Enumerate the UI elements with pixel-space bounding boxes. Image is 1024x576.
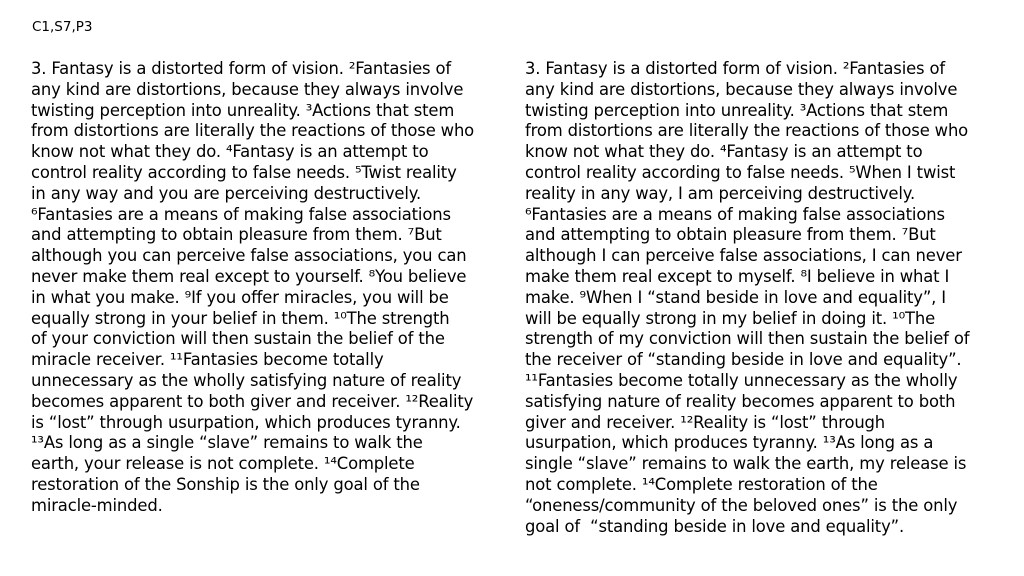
text-line: satisfying nature of reality becomes apparent to both [525,391,956,411]
text-line: unnecessary as the wholly satisfying nature of reality [31,370,462,390]
right-column-text [525,59,1005,537]
text-line: ⁶Fantasies are a means of making false associations [525,204,945,224]
text-line: ¹³As long as a single “slave” remains to walk the [31,433,423,453]
text-line: usurpation, which produces tyranny. ¹³As long as a [525,433,934,453]
text-line: in what you make. ⁹If you offer miracles, you will be [31,287,449,307]
text-line: 3. Fantasy is a distorted form of vision. ²Fantasies of [525,59,945,78]
text-line: and attempting to obtain pleasure from them. ⁷But [525,225,936,245]
text-line: strength of my conviction will then sustain the belief of [525,329,970,349]
text-line: restoration of the Sonship is the only goal of the [31,474,420,494]
text-line: know not what they do. ⁴Fantasy is an attempt to [31,142,429,162]
text-line: reality in any way, I am perceiving destructively. [525,183,916,203]
text-line: control reality according to false needs. ⁵When I twist [525,162,956,182]
slide-label: C1,S7,P3 [32,19,93,35]
text-line: know not what they do. ⁴Fantasy is an attempt to [525,142,923,162]
text-line: the receiver of “standing beside in love and equality”. [525,350,962,370]
text-line: twisting perception into unreality. ³Actions that stem [525,100,949,120]
text-line: single “slave” remains to walk the earth, my release is [525,454,967,474]
text-line: make them real except to myself. ⁸I believe in what I [525,266,950,286]
text-line: from distortions are literally the reactions of those who [31,121,475,141]
text-line: control reality according to false needs. ⁵Twist reality [31,162,457,182]
text-line: miracle receiver. ¹¹Fantasies become totally [31,350,384,370]
text-line: 3. Fantasy is a distorted form of vision. ²Fantasies of [31,59,451,78]
text-line: of your conviction will then sustain the belief of the [31,329,445,349]
text-line: in any way and you are perceiving destructively. [31,183,421,203]
text-line: giver and receiver. ¹²Reality is “lost” through [525,412,886,432]
text-line: miracle-minded. [31,495,163,515]
text-line: any kind are distortions, because they always involve [525,79,958,99]
text-line: earth, your release is not complete. ¹⁴Complete [31,454,415,474]
text-line: twisting perception into unreality. ³Actions that stem [31,100,455,120]
text-line: although you can perceive false associations, you can [31,246,467,266]
text-line: equally strong in your belief in them. ¹⁰The strength [31,308,450,328]
left-column-text [31,59,501,517]
text-line: make. ⁹When I “stand beside in love and equality”, I [525,287,946,307]
text-line: although I can perceive false associations, I can never [525,246,962,266]
text-line: not complete. ¹⁴Complete restoration of the [525,474,878,494]
text-line: and attempting to obtain pleasure from them. ⁷But [31,225,442,245]
text-line: from distortions are literally the reactions of those who [525,121,969,141]
text-line: becomes apparent to both giver and receiver. ¹²Reality [31,391,474,411]
text-line: never make them real except to yourself. ⁸You believe [31,266,467,286]
text-line: ⁶Fantasies are a means of making false associations [31,204,451,224]
text-line: ¹¹Fantasies become totally unnecessary as the wholly [525,370,958,390]
text-line: any kind are distortions, because they always involve [31,79,464,99]
text-line: is “lost” through usurpation, which produces tyranny. [31,412,461,432]
text-line: “oneness/community of the beloved ones” is the only [525,495,958,515]
text-line: will be equally strong in my belief in doing it. ¹⁰The [525,308,936,328]
text-line: goal of “standing beside in love and equality”. [525,516,905,536]
